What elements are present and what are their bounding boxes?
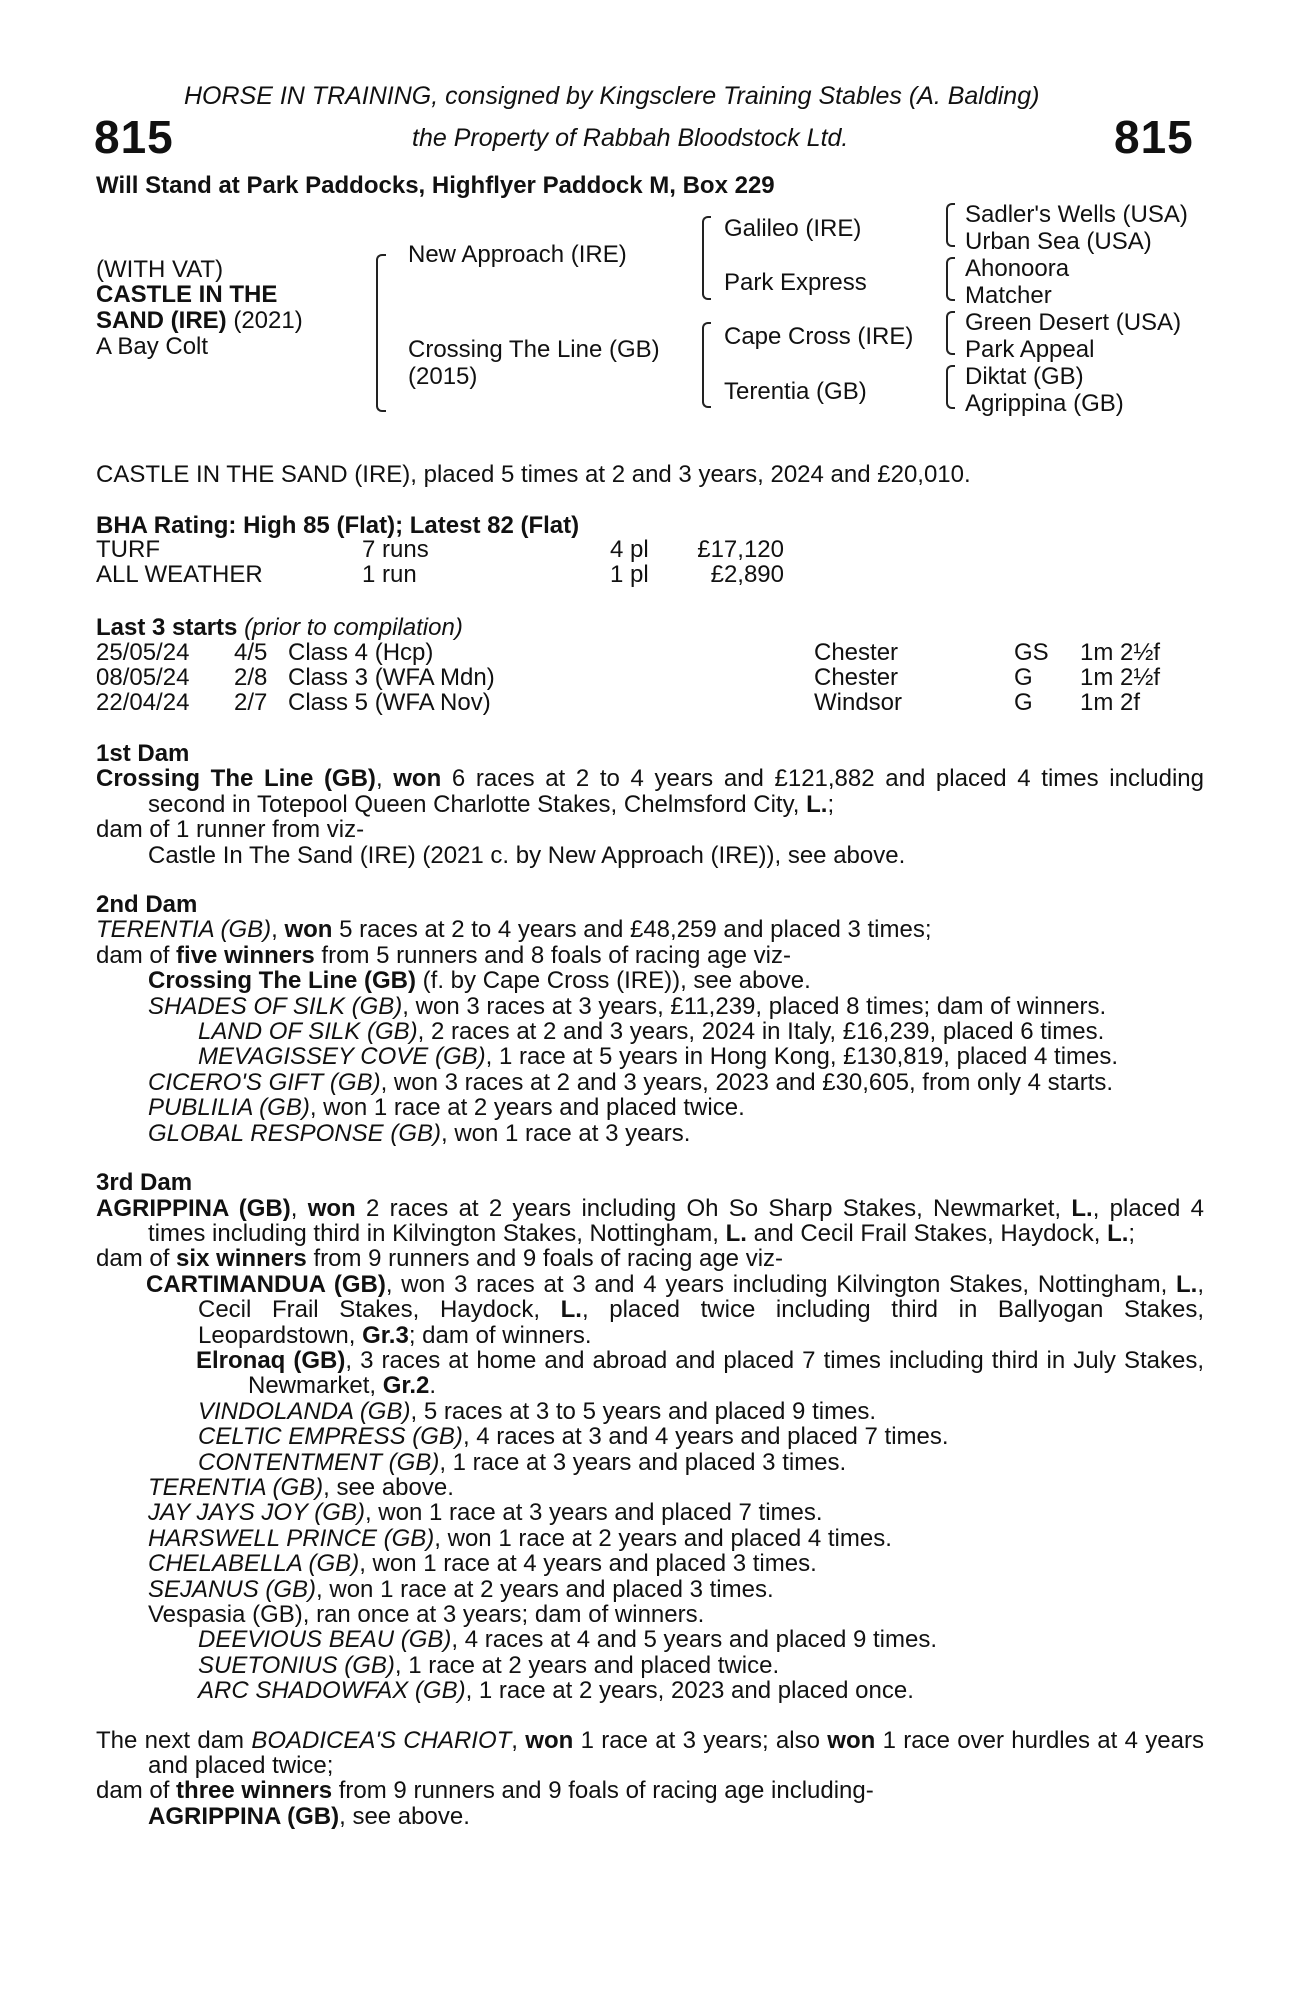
produce-name: Crossing The Line (GB): [148, 967, 417, 995]
next-dam-record: [96, 1728, 1204, 1779]
produce-name: PUBLILIA (GB): [148, 1094, 310, 1122]
pedigree-sire-dam: Park Express: [724, 269, 867, 296]
second-dam-heading: 2nd Dam: [96, 891, 198, 919]
start-distance: 1m 2f: [1080, 689, 1141, 716]
produce-text: , won 1 race at 2 years and placed 3 times.: [316, 1575, 774, 1603]
group-marker: Gr.3: [362, 1321, 409, 1349]
pedigree-sds: Ahonoora: [965, 255, 1070, 282]
pedigree-sire-sire: Galileo (IRE): [724, 215, 862, 242]
list-item: [96, 1475, 1204, 1500]
dam-of-text-end: from 5 runners and 8 foals of racing age viz-: [314, 941, 792, 969]
produce-name: MEVAGISSEY COVE (GB): [198, 1043, 486, 1071]
rating-earnings: £17,120: [697, 536, 784, 563]
winners-count: six winners: [176, 1245, 307, 1273]
produce-name: CHELABELLA (GB): [148, 1550, 360, 1578]
winners-count: five winners: [176, 941, 315, 969]
third-dam-heading: 3rd Dam: [96, 1169, 193, 1197]
start-date: 08/05/24: [96, 664, 190, 691]
dam-of-text: dam of: [96, 1777, 177, 1805]
pedigree-brace-g3: [946, 311, 955, 355]
rating-placed: 4 pl: [610, 536, 649, 563]
third-dam-text-end: ;: [1128, 1219, 1136, 1247]
horse-name-line1: CASTLE IN THE: [96, 281, 278, 308]
race-summary: CASTLE IN THE SAND (IRE), placed 5 times at 2 and 3 years, 2024 and £20,010.: [96, 461, 971, 488]
start-class: Class 5 (WFA Nov): [288, 689, 491, 716]
produce-name: Elronaq (GB): [196, 1346, 346, 1374]
produce-text: , won 1 race at 3 years.: [440, 1119, 691, 1147]
table-row: [96, 537, 784, 562]
group-marker: Gr.2: [382, 1372, 430, 1400]
produce-name: TERENTIA (GB): [148, 1473, 324, 1501]
first-dam-produce: dam of 1 runner from viz-: [96, 816, 365, 844]
produce-name: HARSWELL PRINCE (GB): [148, 1524, 435, 1552]
starts-table: [96, 640, 1166, 715]
start-position: 4/5: [234, 639, 268, 666]
list-item: [96, 1095, 1204, 1120]
lot-number-left: 815: [94, 111, 174, 163]
won-label: won: [284, 916, 333, 944]
last-starts-note: (prior to compilation): [237, 614, 463, 641]
won-label: won: [393, 765, 442, 793]
produce-record: [96, 741, 1204, 1829]
pedigree-dss: Green Desert (USA): [965, 309, 1182, 336]
dam-of-text: dam of: [96, 1245, 177, 1273]
pedigree-brace-sire-parents: [702, 216, 711, 300]
rating-placed: 1 pl: [610, 561, 649, 588]
produce-text: , 1 race at 2 years, 2023 and placed once.: [465, 1677, 914, 1705]
table-row: [96, 690, 1166, 715]
list-item: [96, 1627, 1204, 1652]
third-dam-text: and Cecil Frail Stakes, Haydock,: [746, 1219, 1108, 1247]
produce-name: GLOBAL RESPONSE (GB): [148, 1119, 441, 1147]
produce-text: , won 1 race at 3 years and placed 7 times.: [364, 1499, 823, 1527]
listed-marker: L.: [1071, 1194, 1093, 1222]
third-dam-text: 2 races at 2 years including Oh So Sharp Stakes, Newmarket,: [355, 1194, 1072, 1222]
produce-name: CICERO'S GIFT (GB): [148, 1068, 381, 1096]
bha-rating-title: BHA Rating: High 85 (Flat); Latest 82 (Flat): [96, 512, 580, 539]
start-distance: 1m 2½f: [1080, 664, 1161, 691]
lot-number-right: 815: [1114, 111, 1194, 163]
first-dam-heading: 1st Dam: [96, 740, 190, 767]
produce-text: , won 1 race at 2 years and placed 4 times.: [434, 1524, 892, 1552]
start-position: 2/8: [234, 664, 268, 691]
table-row: [96, 665, 1166, 690]
pedigree-ddd: Agrippina (GB): [965, 390, 1124, 417]
pedigree-sire: New Approach (IRE): [408, 241, 627, 268]
winners-count: three winners: [176, 1777, 333, 1805]
pedigree-brace-g4: [946, 365, 955, 409]
produce-text: , 1 race at 3 years and placed 3 times.: [439, 1448, 847, 1476]
produce-text: .: [429, 1372, 437, 1400]
list-item: [96, 1500, 1204, 1525]
list-item: [96, 1653, 1204, 1678]
start-going: G: [1014, 689, 1033, 716]
third-dam-record: AGRIPPINA (GB), won 2 races at 2 years including Oh So Sharp Stakes, Newmarket, L., placed 4 times including third in Kilvington Stakes, Nottingham, L. and Cecil Frail Stakes, Haydock, L.;: [96, 1194, 1205, 1247]
produce-name: ARC SHADOWFAX (GB): [198, 1677, 466, 1705]
dam-of-text: dam of: [96, 941, 177, 969]
rating-runs: 1 run: [362, 561, 417, 588]
list-item: [96, 1551, 1204, 1576]
listed-marker: L.: [560, 1296, 582, 1324]
list-item: [96, 1678, 1204, 1703]
first-dam-name: Crossing The Line (GB): [96, 765, 376, 793]
produce-text: (f. by Cape Cross (IRE)), see above.: [416, 967, 811, 995]
won-label: won: [827, 1726, 876, 1754]
start-date: 25/05/24: [96, 639, 190, 666]
horse-foaling-year: (2021): [226, 307, 303, 334]
produce-text: , Cecil Frail Stakes, Haydock,: [198, 1270, 1204, 1324]
next-dam-text: 1 race at 3 years; also: [573, 1726, 828, 1754]
produce-text: ; dam of winners.: [408, 1321, 592, 1349]
list-item: [96, 1526, 1204, 1551]
produce-name: CARTIMANDUA (GB): [146, 1270, 386, 1298]
list-item: [96, 1348, 1204, 1399]
listed-marker: L.: [806, 790, 828, 818]
start-going: G: [1014, 664, 1033, 691]
produce-text: , 1 race at 2 years and placed twice.: [394, 1651, 780, 1679]
first-dam-record: Crossing The Line (GB), won 6 races at 2 to 4 years and £121,882 and placed 4 times including second in Totepool Queen Charlotte Stakes, Chelmsford City, L.;: [96, 765, 1204, 818]
pedigree-brace-g1: [946, 203, 955, 247]
list-item: [96, 1450, 1204, 1475]
pedigree-ssd: Urban Sea (USA): [965, 228, 1152, 255]
rating-runs: 7 runs: [362, 536, 429, 563]
first-dam-text: 6 races at 2 to 4 years and £121,882 and placed 4 times including second in Totepool Queen Charlotte Stakes, Chelmsford City,: [148, 765, 1204, 818]
won-label: won: [525, 1726, 574, 1754]
list-item: [96, 1019, 1204, 1044]
horse-description: A Bay Colt: [96, 333, 209, 360]
list-item: [96, 1577, 1204, 1602]
produce-text: , won 1 race at 4 years and placed 3 times.: [359, 1550, 817, 1578]
stand-location: Will Stand at Park Paddocks, Highflyer Paddock M, Box 229: [96, 172, 775, 199]
produce-name: SUETONIUS (GB): [198, 1651, 395, 1679]
first-dam-text-end: ;: [827, 790, 835, 818]
horse-name-line2: [96, 308, 303, 333]
produce-text: , see above.: [323, 1473, 454, 1501]
start-date: 22/04/24: [96, 689, 190, 716]
start-class: Class 4 (Hcp): [288, 639, 434, 666]
pedigree-brace-sire-dam: [376, 254, 386, 412]
produce-text: , won 3 races at 3 years, £11,239, placed 8 times; dam of winners.: [402, 992, 1107, 1020]
pedigree-sss: Sadler's Wells (USA): [965, 201, 1188, 228]
produce-name: LAND OF SILK (GB): [198, 1018, 418, 1046]
pedigree-brace-g2: [946, 257, 955, 301]
start-course: Chester: [814, 664, 899, 691]
produce-name: SHADES OF SILK (GB): [148, 992, 403, 1020]
list-item: [96, 1804, 1204, 1829]
table-row: [96, 640, 1166, 665]
next-dam-text: 1 race over hurdles at 4 years and placed twice;: [148, 1726, 1204, 1780]
pedigree-sdd: Matcher: [965, 282, 1052, 309]
table-row: [96, 562, 784, 587]
last-starts-heading: Last 3 starts: [96, 614, 238, 641]
start-course: Windsor: [814, 689, 903, 716]
horse-name-line2-text: SAND (IRE): [96, 307, 227, 334]
pedigree-dam-year: (2015): [408, 363, 478, 390]
next-dam-text: ,: [511, 1726, 526, 1754]
produce-name: AGRIPPINA (GB): [148, 1802, 340, 1830]
pedigree-dsd: Park Appeal: [965, 336, 1095, 363]
rating-surface: TURF: [96, 536, 160, 563]
listed-marker: L.: [1107, 1219, 1129, 1247]
won-label: won: [307, 1194, 356, 1222]
next-dam-text: The next dam: [96, 1726, 252, 1754]
start-course: Chester: [814, 639, 899, 666]
produce-name: CELTIC EMPRESS (GB): [198, 1423, 463, 1451]
pedigree-dam-sire: Cape Cross (IRE): [724, 323, 914, 350]
produce-text: , 4 races at 3 and 4 years and placed 7 times.: [462, 1423, 949, 1451]
list-item: [96, 1399, 1204, 1424]
dam-of-text-end: from 9 runners and 9 foals of racing age viz-: [306, 1245, 784, 1273]
second-dam-text: 5 races at 2 to 4 years and £48,259 and placed 3 times;: [332, 916, 932, 944]
produce-text: , 1 race at 5 years in Hong Kong, £130,819, placed 4 times.: [485, 1043, 1119, 1071]
pedigree-dam-dam: Terentia (GB): [724, 378, 867, 405]
list-item: [96, 994, 1204, 1019]
pedigree-brace-dam-parents: [702, 322, 711, 408]
rating-table: [96, 537, 784, 587]
list-item: [96, 1121, 1204, 1146]
vat-note: (WITH VAT): [96, 256, 224, 283]
listed-marker: L.: [725, 1219, 747, 1247]
owner-line: the Property of Rabbah Bloodstock Ltd.: [412, 124, 849, 152]
list-item: Vespasia (GB), ran once at 3 years; dam of winners.: [148, 1601, 705, 1628]
produce-text: , 5 races at 3 to 5 years and placed 9 times.: [410, 1397, 877, 1425]
pedigree-dds: Diktat (GB): [965, 363, 1084, 390]
third-dam-text: , placed 4 times including third in Kilvington Stakes, Nottingham,: [148, 1194, 1205, 1247]
list-item: [96, 1424, 1204, 1449]
list-item: [96, 1272, 1204, 1348]
produce-text: , placed twice including third in Ballyogan Stakes, Leopardstown,: [198, 1296, 1205, 1349]
produce-name: VINDOLANDA (GB): [198, 1397, 411, 1425]
third-dam-produce: [96, 1246, 1204, 1271]
start-position: 2/7: [234, 689, 268, 716]
list-item: [96, 1070, 1204, 1095]
listed-marker: L.: [1176, 1270, 1198, 1298]
produce-text: , 2 races at 2 and 3 years, 2024 in Italy, £16,239, placed 6 times.: [417, 1018, 1105, 1046]
produce-name: DEEVIOUS BEAU (GB): [198, 1626, 452, 1654]
dam-of-text-end: from 9 runners and 9 foals of racing age including-: [332, 1777, 874, 1805]
produce-name: SEJANUS (GB): [148, 1575, 317, 1603]
first-dam-foal: Castle In The Sand (IRE) (2021 c. by New Approach (IRE)), see above.: [148, 841, 906, 869]
produce-text: , 3 races at home and abroad and placed 7 times including third in July Stakes, Newmarket,: [248, 1346, 1204, 1400]
produce-name: JAY JAYS JOY (GB): [148, 1499, 365, 1527]
third-dam-name: AGRIPPINA (GB): [96, 1194, 291, 1222]
start-class: Class 3 (WFA Mdn): [288, 664, 495, 691]
produce-text: , won 3 races at 2 and 3 years, 2023 and £30,605, from only 4 starts.: [380, 1068, 1114, 1096]
list-item: [96, 1044, 1204, 1069]
consignor-line: HORSE IN TRAINING, consigned by Kingsclere Training Stables (A. Balding): [184, 82, 1040, 110]
produce-text: , won 3 races at 3 and 4 years including Kilvington Stakes, Nottingham,: [385, 1270, 1176, 1298]
produce-text: , 4 races at 4 and 5 years and placed 9 times.: [451, 1626, 938, 1654]
next-dam-name: BOADICEA'S CHARIOT: [251, 1726, 512, 1754]
rating-earnings: £2,890: [710, 561, 784, 588]
second-dam-name: TERENTIA (GB): [96, 916, 272, 944]
start-going: GS: [1014, 639, 1049, 666]
produce-name: CONTENTMENT (GB): [198, 1448, 440, 1476]
produce-text: , won 1 race at 2 years and placed twice.: [309, 1094, 745, 1122]
second-dam-produce: [96, 943, 1204, 968]
next-dam-produce: [96, 1778, 1204, 1803]
rating-surface: ALL WEATHER: [96, 561, 263, 588]
start-distance: 1m 2½f: [1080, 639, 1161, 666]
produce-text: , see above.: [339, 1802, 470, 1830]
last-starts-title: [96, 615, 463, 640]
pedigree-dam: Crossing The Line (GB): [408, 336, 660, 363]
second-dam-record: TERENTIA (GB), won 5 races at 2 to 4 years and £48,259 and placed 3 times;: [96, 916, 932, 944]
list-item: [96, 968, 1204, 993]
